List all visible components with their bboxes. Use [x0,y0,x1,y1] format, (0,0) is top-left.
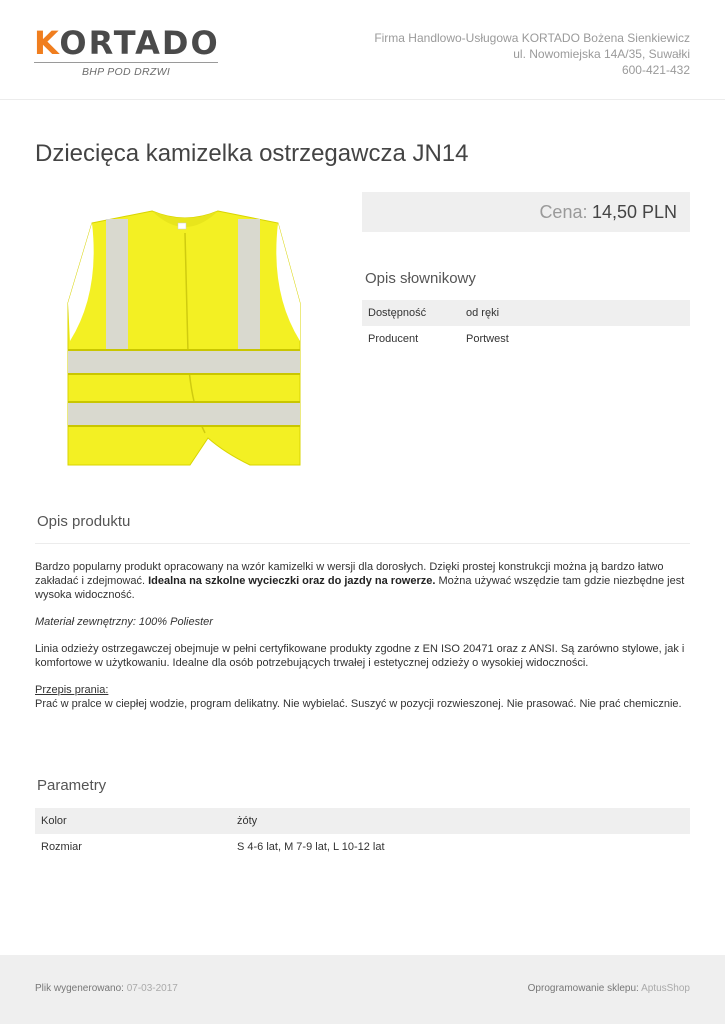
generated-date: 07-03-2017 [126,983,178,994]
kortado-logo[interactable] [34,26,220,82]
software-info [528,983,690,994]
product-description [35,560,695,724]
parameter-value-size: S 4-6 lat, M 7-9 lat, L 10-12 lat [237,841,385,853]
material-line [35,615,695,629]
logo-tagline: BHP POD DRZWI [81,66,171,78]
page-header [0,0,725,100]
logo-rest: ORTADO [59,24,220,62]
material-text: Materiał zewnętrzny: 100% Poliester [35,616,213,628]
price-label: Cena: [539,202,588,222]
dictionary-table [362,300,690,352]
dictionary-key-availability: Dostępność [362,300,460,326]
parameter-key-size: Rozmiar [41,841,82,853]
product-image[interactable] [60,203,310,471]
parameter-key-color: Kolor [35,808,231,834]
parameters-title: Parametry [37,777,107,794]
description-text: Bardzo popularny produkt opracowany na wzór kamizelki w wersji dla dorosłych. Dzięki prostej konstrukcji można ją bardzo łatwo zakładać i zdejmować. [35,561,664,587]
description-paragraph [35,560,695,602]
dictionary-value-producer: Portwest [466,333,509,345]
logo-first-letter: K [34,24,60,62]
description-highlight: Idealna na szkolne wycieczki oraz do jazdy na rowerze. [148,575,436,587]
dictionary-key-producer: Producent [368,333,419,345]
description-text: Można używać wszędzie tam gdzie niezbędne jest wysoka widoczność. [35,575,685,601]
price-value: 14,50 PLN [591,202,677,222]
section-divider [35,543,690,544]
software-link[interactable]: AptusShop [641,983,690,994]
dictionary-title: Opis słownikowy [365,270,476,287]
table-row [35,834,690,860]
parameters-table [35,808,690,860]
price-box [362,192,690,232]
yellow-hi-vis-vest-image [60,203,310,471]
logo-divider [34,62,218,63]
company-phone: 600-421-432 [621,63,690,77]
dictionary-value-availability: od ręki [460,300,690,326]
logo-wordmark [34,26,220,60]
table-row [362,326,690,352]
generated-label: Plik wygenerowano: [35,983,127,994]
washing-title: Przepis prania: [35,684,109,696]
company-info [374,30,690,78]
page-footer [0,955,725,1024]
description-title: Opis produktu [37,513,131,530]
table-row [35,808,690,834]
generated-info [35,983,178,994]
company-address: ul. Nowomiejska 14A/35, Suwałki [513,47,690,61]
table-row [362,300,690,326]
parameter-value-color: żóty [231,808,690,834]
company-name: Firma Handlowo-Usługowa KORTADO Bożena Sienkiewicz [374,31,690,45]
product-title: Dziecięca kamizelka ostrzegawcza JN14 [35,140,469,167]
software-label: Oprogramowanie sklepu: [527,983,642,994]
washing-text: Prać w pralce w ciepłej wodzie, program delikatny. Nie wybielać. Suszyć w pozycji rozwieszonej. Nie prasować. Nie prać chemicznie. [35,698,682,710]
description-paragraph: Linia odzieży ostrzegawczej obejmuje w pełni certyfikowane produkty zgodne z EN ISO 20471 oraz z ANSI. Są zarówno stylowe, jak i komfortowe w użytkowaniu. Idealne dla osób potrzebujących trwałej i estetycznej odzieży o wysokiej widoczności. [35,643,685,669]
washing-instructions [35,683,695,711]
